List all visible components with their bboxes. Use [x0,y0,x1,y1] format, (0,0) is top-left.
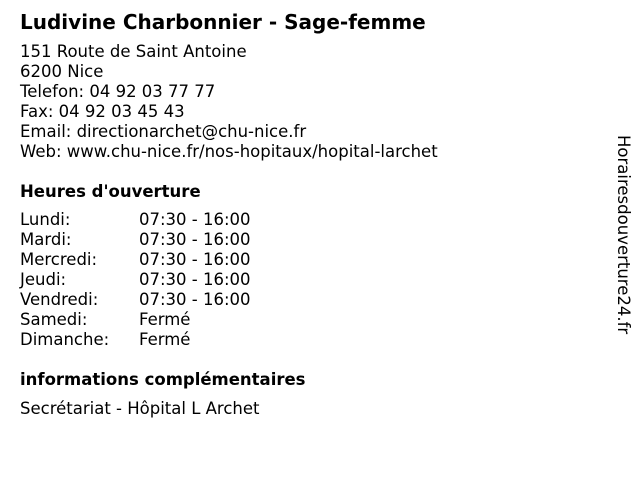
day-hours: 07:30 - 16:00 [139,290,251,309]
hours-row-sunday [20,330,610,350]
fax-number: Fax: 04 92 03 45 43 [20,102,185,121]
address-city: 6200 Nice [20,62,104,81]
day-label: Lundi: [20,210,71,229]
opening-hours-heading: Heures d'ouverture [20,182,201,201]
contact-block [20,42,610,162]
address-street: 151 Route de Saint Antoine [20,42,247,61]
phone-number: Telefon: 04 92 03 77 77 [20,82,216,101]
day-label: Vendredi: [20,290,99,309]
opening-hours-table [20,210,610,350]
additional-info-heading: informations complémentaires [20,370,306,389]
additional-info-text: Secrétariat - Hôpital L Archet [20,399,260,418]
day-hours: 07:30 - 16:00 [139,230,251,249]
day-label: Mercredi: [20,250,98,269]
day-hours: 07:30 - 16:00 [139,210,251,229]
email-address: Email: directionarchet@chu-nice.fr [20,122,307,141]
hours-row-friday [20,290,610,310]
site-watermark: Horairesdouverture24.fr [614,135,633,335]
day-hours: Fermé [139,310,191,329]
day-hours: 07:30 - 16:00 [139,270,251,289]
day-hours: 07:30 - 16:00 [139,250,251,269]
hours-row-monday [20,210,610,230]
hours-row-thursday [20,270,610,290]
day-label: Mardi: [20,230,72,249]
day-hours: Fermé [139,330,191,349]
business-title: Ludivine Charbonnier - Sage-femme [20,10,426,34]
day-label: Jeudi: [20,270,67,289]
day-label: Dimanche: [20,330,110,349]
hours-row-tuesday [20,230,610,250]
day-label: Samedi: [20,310,88,329]
business-card [20,0,610,419]
hours-row-saturday [20,310,610,330]
website-url: Web: www.chu-nice.fr/nos-hopitaux/hopital-larchet [20,142,438,161]
hours-row-wednesday [20,250,610,270]
